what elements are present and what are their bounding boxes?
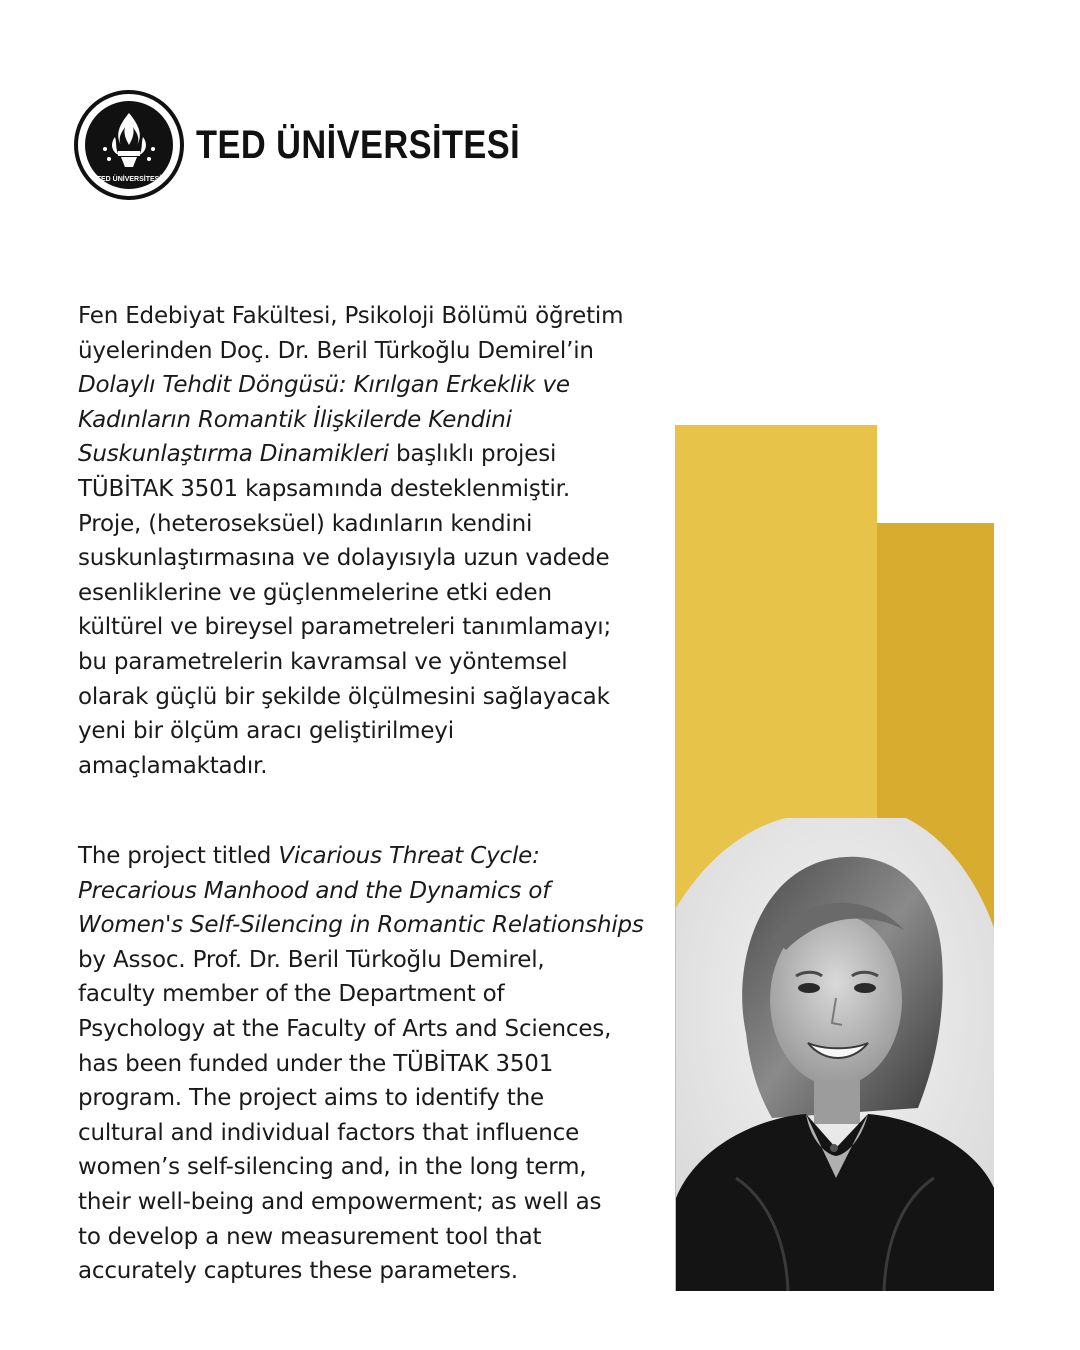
tr-line: yeni bir ölçüm aracı geliştirilmeyi — [78, 718, 454, 745]
en-line: accurately captures these parameters. — [78, 1258, 518, 1285]
tr-line: olarak güçlü bir şekilde ölçülmesini sağlayacak — [78, 683, 610, 710]
university-logo — [74, 90, 573, 200]
tr-line: esenliklerine ve güçlenmelerine etki eden — [78, 579, 552, 606]
en-line: , — [537, 946, 545, 973]
researcher-name-en: Assoc. Prof. Dr. Beril Türkoğlu Demirel — [112, 946, 538, 973]
project-title-en: Vicarious Threat Cycle: — [278, 843, 540, 869]
en-line: their well-being and empowerment; as well as — [78, 1188, 602, 1215]
torch-icon — [85, 101, 173, 189]
tr-line: TÜBİTAK 3501 kapsamında desteklenmiştir. — [78, 475, 570, 502]
university-name: TED ÜNİVERSİTESİ — [196, 123, 521, 167]
tr-line: amaçlamaktadır. — [78, 752, 268, 779]
en-line: women’s self-silencing and, in the long term, — [78, 1154, 587, 1181]
en-line: program. The project aims to identify the — [78, 1085, 544, 1112]
seal-text: TED ÜNİVERSİTESİ — [96, 176, 162, 183]
researcher-name-tr: Doç. Dr. Beril Türkoğlu Demirel — [219, 337, 567, 364]
en-line: The project titled — [78, 843, 279, 869]
tr-line: kültürel ve bireysel parametreleri tanımlamayı; — [78, 614, 612, 641]
en-line: cultural and individual factors that influence — [78, 1119, 580, 1146]
project-title-en: Women's Self-Silencing in Romantic Relationships — [78, 912, 644, 939]
university-seal — [74, 90, 184, 200]
portrait-photo — [676, 818, 994, 1291]
tr-line: Proje, (heteroseksüel) kadınların kendini — [78, 510, 533, 537]
tr-line: bu parametrelerin kavramsal ve yöntemsel — [78, 648, 568, 675]
tr-line: üyelerinden — [78, 337, 220, 364]
tr-line: ’in — [566, 337, 594, 364]
project-title-en: Precarious Manhood and the Dynamics of — [78, 877, 551, 904]
project-title-tr: Kadınların Romantik İlişkilerde Kendini — [78, 406, 512, 433]
english-paragraph — [78, 839, 648, 1289]
tr-line: Fen Edebiyat Fakültesi, Psikoloji Bölümü öğretim — [78, 303, 624, 329]
en-line: faculty member of the Department of — [78, 981, 505, 1008]
en-line: to develop a new measurement tool that — [78, 1223, 542, 1250]
en-line: has been funded under the TÜBİTAK 3501 — [78, 1050, 554, 1077]
project-title-tr: Suskunlaştırma Dinamikleri — [78, 441, 389, 468]
tr-line: suskunlaştırmasına ve dolayısıyla uzun vadede — [78, 545, 610, 572]
en-line: Psychology at the Faculty of Arts and Sciences, — [78, 1015, 612, 1042]
turkish-paragraph — [78, 299, 648, 783]
project-title-tr: Dolaylı Tehdit Döngüsü: Kırılgan Erkeklik ve — [78, 372, 570, 399]
tr-line: başlıklı projesi — [388, 441, 557, 468]
en-line: by — [78, 946, 113, 973]
